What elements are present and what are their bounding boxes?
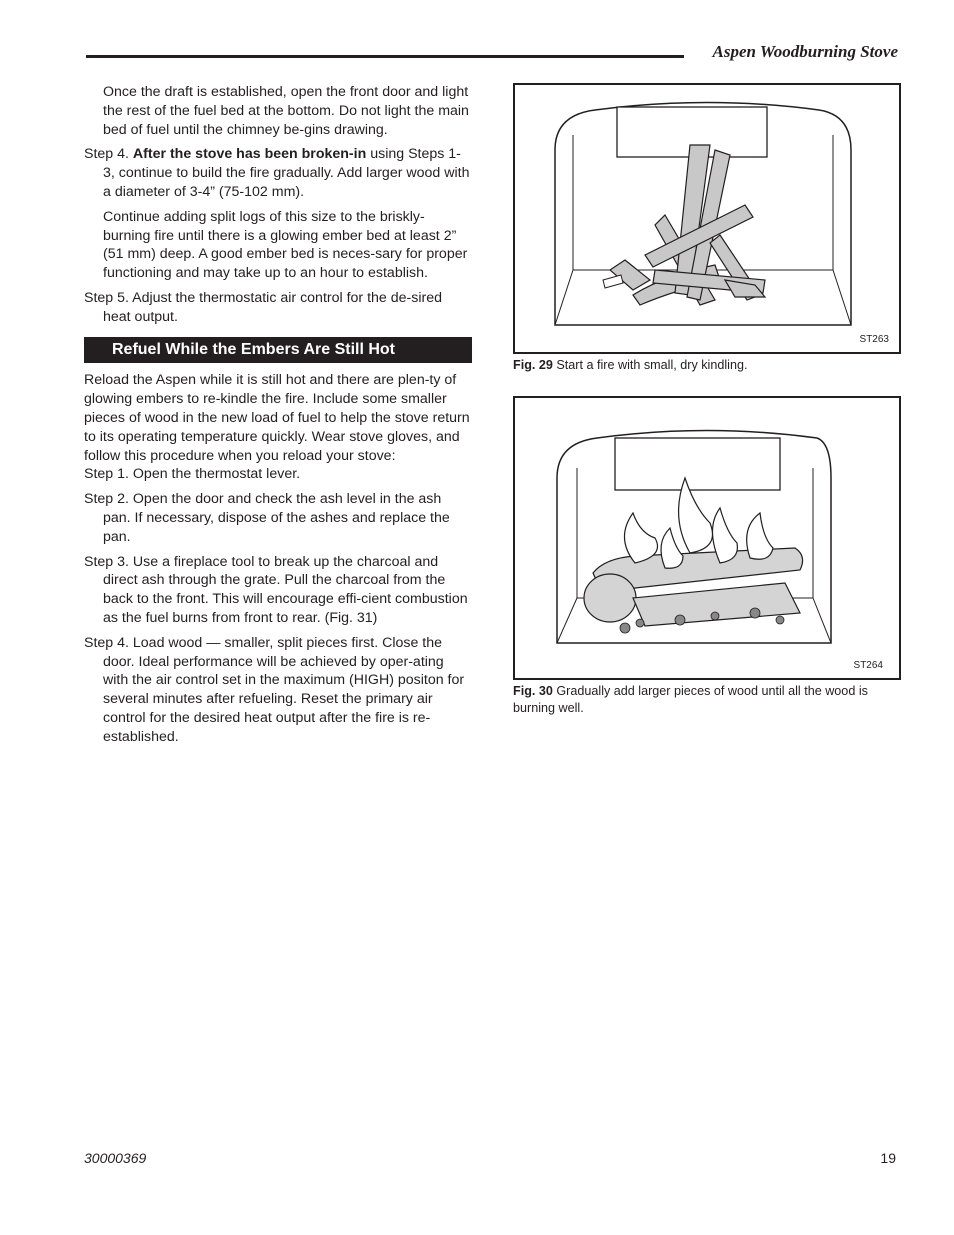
fig-29-label: Fig. 29	[513, 358, 553, 372]
figure-29	[513, 83, 901, 354]
step-4-bold: After the stove has been broken-in	[132, 146, 367, 163]
figure-30	[513, 396, 901, 680]
paragraph-draft: Once the draft is established, open the front door and light the rest of the fuel bed at the bottom. Do not light the main bed of fuel until the chimney be-gins drawing.	[103, 84, 469, 138]
refuel-step-3: Step 3. Use a fireplace tool to break up the charcoal and direct ash through the grate. Pull the charcoal from the back to the front. This will encourage effi-cient combustion as the fuel burns from front to rear. (Fig. 31)	[84, 553, 468, 626]
step-4-prefix: Step 4.	[84, 146, 133, 163]
page-number: 19	[880, 1150, 896, 1166]
step-4	[84, 145, 472, 201]
step-5: Step 5. Adjust the thermostatic air control for the de-sired heat output.	[84, 289, 443, 325]
fig-29-code: ST263	[859, 334, 889, 345]
paragraph-ember-bed: Continue adding split logs of this size to the briskly-burning fire until there is a glowing ember bed at least 2” (51 mm) deep. A good ember bed is neces-sary for proper functioning and may take up to an hour to establish.	[103, 208, 468, 282]
header-rule	[86, 55, 684, 58]
running-header-title: Aspen Woodburning Stove	[712, 42, 898, 61]
refuel-step-4: Step 4. Load wood — smaller, split pieces first. Close the door. Ideal performance will be achieved by oper-ating with the air control set in the maximum (HIGH) positon for several minutes after refueling. Reset the primary air control for the desired heat output after the fire is re-established.	[84, 634, 465, 745]
document-number: 30000369	[84, 1150, 147, 1166]
fig-30-caption	[513, 683, 903, 717]
fig-29-caption-text: Start a fire with small, dry kindling.	[552, 358, 748, 372]
refuel-intro: Reload the Aspen while it is still hot and there are plen-ty of glowing embers to re-kindle the fire. Include some smaller pieces of wood in the new load of fuel to help the stove return to its operating temperature quickly. Wear stove gloves, and follow this procedure when you reload your stove:	[84, 372, 470, 464]
fig-30-illustration	[515, 398, 899, 678]
fig-29-caption	[513, 357, 903, 374]
left-column	[84, 83, 472, 753]
fig-30-code: ST264	[853, 660, 883, 671]
fig-30-label: Fig. 30	[513, 684, 553, 698]
section-heading-refuel: Refuel While the Embers Are Still Hot	[84, 337, 472, 364]
fig-29-illustration	[515, 85, 899, 352]
refuel-step-1: Step 1. Open the thermostat lever.	[84, 466, 301, 483]
fig-30-caption-text: Gradually add larger pieces of wood until all the wood is burning well.	[513, 684, 868, 715]
step-4-text: using Steps 1-3, continue to build the fire gradually. Add larger wood with a diameter of 3-4” (75-102 mm).	[103, 146, 470, 200]
refuel-step-2: Step 2. Open the door and check the ash level in the ash pan. If necessary, dispose of the ashes and replace the pan.	[84, 491, 450, 545]
